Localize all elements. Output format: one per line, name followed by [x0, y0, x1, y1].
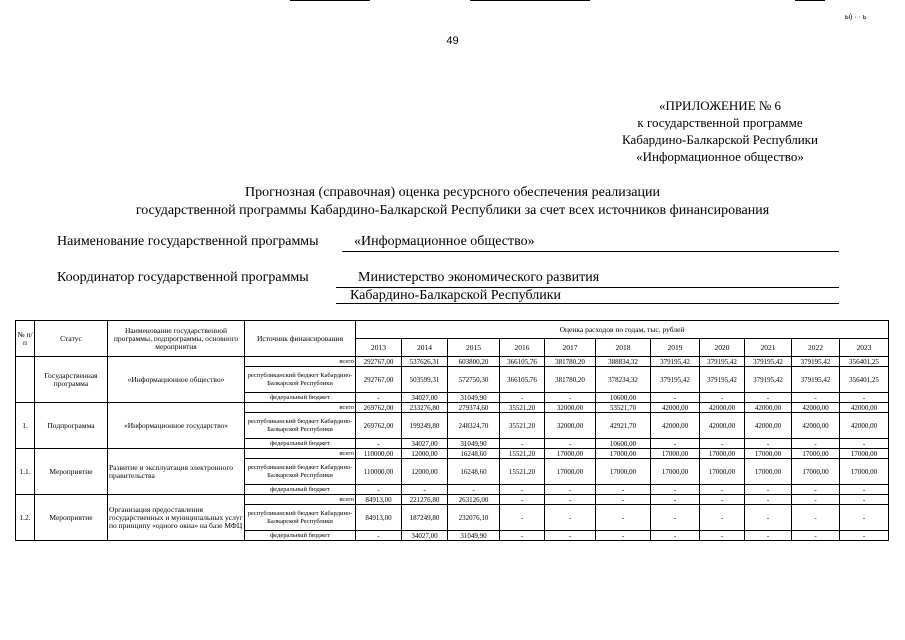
- value-cell: -: [840, 531, 889, 541]
- funding-source: всего: [245, 449, 356, 459]
- value-cell: -: [545, 439, 596, 449]
- value-cell: 84913,00: [356, 495, 402, 505]
- value-cell: -: [840, 495, 889, 505]
- value-cell: 42000,00: [651, 403, 700, 413]
- coordinator-text-1: Министерство экономического развития: [358, 270, 600, 285]
- value-cell: 187249,80: [402, 505, 448, 531]
- row-num: 1.2.: [16, 495, 35, 541]
- value-cell: 42000,00: [745, 403, 792, 413]
- value-cell: 199249,80: [402, 413, 448, 439]
- value-cell: 17000,00: [545, 459, 596, 485]
- value-cell: -: [745, 393, 792, 403]
- value-cell: -: [745, 505, 792, 531]
- value-cell: -: [700, 505, 745, 531]
- value-cell: 32000,00: [545, 403, 596, 413]
- value-cell: -: [700, 485, 745, 495]
- value-cell: 379195,42: [651, 357, 700, 367]
- value-cell: 366105,76: [500, 367, 545, 393]
- value-cell: -: [500, 531, 545, 541]
- value-cell: -: [651, 495, 700, 505]
- value-cell: -: [745, 485, 792, 495]
- value-cell: 17000,00: [651, 449, 700, 459]
- value-cell: 10600,00: [596, 439, 651, 449]
- value-cell: -: [792, 505, 840, 531]
- value-cell: -: [500, 485, 545, 495]
- value-cell: -: [745, 439, 792, 449]
- program-name-text: «Информационное общество»: [354, 234, 535, 249]
- value-cell: 17000,00: [596, 449, 651, 459]
- value-cell: 42000,00: [792, 403, 840, 413]
- value-cell: -: [500, 495, 545, 505]
- appendix-line-4: «Информационное общество»: [636, 149, 804, 164]
- value-cell: 42000,00: [700, 413, 745, 439]
- year-header-2021: 2021: [745, 339, 792, 357]
- year-header-2015: 2015: [448, 339, 500, 357]
- table-row: [16, 403, 889, 413]
- value-cell: -: [840, 505, 889, 531]
- value-cell: 17000,00: [545, 449, 596, 459]
- funding-source: всего: [245, 495, 356, 505]
- top-rule: [470, 0, 590, 1]
- header-num: № п/п: [16, 321, 35, 357]
- value-cell: 34027,00: [402, 439, 448, 449]
- value-cell: -: [651, 485, 700, 495]
- value-cell: 378234,32: [596, 367, 651, 393]
- value-cell: 42000,00: [840, 403, 889, 413]
- row-name: «Информационное государство»: [108, 403, 245, 449]
- value-cell: 16248,60: [448, 449, 500, 459]
- value-cell: -: [651, 393, 700, 403]
- value-cell: -: [596, 485, 651, 495]
- value-cell: -: [651, 531, 700, 541]
- value-cell: 17000,00: [700, 449, 745, 459]
- value-cell: 53521,70: [596, 403, 651, 413]
- top-rule: [795, 0, 825, 1]
- year-header-2019: 2019: [651, 339, 700, 357]
- value-cell: 42000,00: [700, 403, 745, 413]
- row-name: «Информационное общество»: [108, 357, 245, 403]
- value-cell: 16248,60: [448, 459, 500, 485]
- program-name-value: [342, 234, 839, 252]
- value-cell: -: [356, 531, 402, 541]
- value-cell: 379195,42: [745, 357, 792, 367]
- value-cell: 503599,31: [402, 367, 448, 393]
- value-cell: 31049,90: [448, 531, 500, 541]
- value-cell: 379195,42: [745, 367, 792, 393]
- value-cell: 379195,42: [651, 367, 700, 393]
- funding-source: республиканский бюджет Кабардино-Балкарской Республики: [245, 367, 356, 393]
- header-source: Источник финансирования: [245, 321, 356, 357]
- budget-table: [15, 320, 889, 541]
- value-cell: 381780,20: [545, 357, 596, 367]
- value-cell: 388834,32: [596, 357, 651, 367]
- value-cell: -: [792, 495, 840, 505]
- funding-source: всего: [245, 357, 356, 367]
- value-cell: 10600,00: [596, 393, 651, 403]
- value-cell: -: [500, 439, 545, 449]
- value-cell: -: [840, 393, 889, 403]
- program-name-label: Наименование государственной программы: [57, 234, 319, 249]
- value-cell: 34027,00: [402, 531, 448, 541]
- header-name: Наименование государственной программы, подпрограммы, основного мероприятия: [108, 321, 245, 357]
- table-body: [16, 357, 889, 541]
- year-header-2013: 2013: [356, 339, 402, 357]
- value-cell: 42000,00: [840, 413, 889, 439]
- value-cell: 356401,25: [840, 357, 889, 367]
- value-cell: 292767,00: [356, 357, 402, 367]
- value-cell: -: [745, 531, 792, 541]
- row-status: Государственная программа: [35, 357, 108, 403]
- funding-source: федеральный бюджет: [245, 393, 356, 403]
- value-cell: 381780,20: [545, 367, 596, 393]
- funding-source: республиканский бюджет Кабардино-Балкарской Республики: [245, 505, 356, 531]
- year-header-2020: 2020: [700, 339, 745, 357]
- year-header-2014: 2014: [402, 339, 448, 357]
- value-cell: -: [500, 393, 545, 403]
- value-cell: 248324,70: [448, 413, 500, 439]
- value-cell: 32000,00: [545, 413, 596, 439]
- value-cell: 263126,00: [448, 495, 500, 505]
- value-cell: 379195,42: [792, 367, 840, 393]
- value-cell: -: [792, 531, 840, 541]
- value-cell: 269762,00: [356, 403, 402, 413]
- value-cell: 537626,31: [402, 357, 448, 367]
- document-title-line-1: Прогнозная (справочная) оценка ресурсного обеспечения реализации: [245, 185, 660, 200]
- value-cell: -: [596, 531, 651, 541]
- table-row: [16, 495, 889, 505]
- coordinator-text-2: Кабардино-Балкарской Республики: [350, 288, 561, 303]
- year-header-2023: 2023: [840, 339, 889, 357]
- value-cell: 17000,00: [840, 449, 889, 459]
- value-cell: -: [545, 495, 596, 505]
- header-estimate: Оценка расходов по годам, тыс. рублей: [356, 321, 889, 339]
- value-cell: 42000,00: [651, 413, 700, 439]
- value-cell: 379195,42: [792, 357, 840, 367]
- value-cell: 12000,00: [402, 459, 448, 485]
- document-title-line-2: государственной программы Кабардино-Балкарской Республики за счет всех источников финансирования: [135, 203, 770, 218]
- value-cell: -: [596, 505, 651, 531]
- funding-source: всего: [245, 403, 356, 413]
- value-cell: -: [545, 485, 596, 495]
- value-cell: 379195,42: [700, 357, 745, 367]
- value-cell: 17000,00: [651, 459, 700, 485]
- funding-source: республиканский бюджет Кабардино-Балкарской Республики: [245, 459, 356, 485]
- value-cell: -: [651, 505, 700, 531]
- value-cell: 15521,20: [500, 459, 545, 485]
- value-cell: -: [840, 439, 889, 449]
- row-name: Организация предоставления государственных и муниципальных услуг по принципу «одного окна» на базе МФЦ: [108, 495, 245, 541]
- table-row: [16, 449, 889, 459]
- row-num: 1.1.: [16, 449, 35, 495]
- row-status: Мероприятие: [35, 495, 108, 541]
- value-cell: -: [700, 495, 745, 505]
- year-header-2022: 2022: [792, 339, 840, 357]
- value-cell: 269762,00: [356, 413, 402, 439]
- value-cell: -: [356, 393, 402, 403]
- appendix-line-2: к государственной программе: [637, 115, 803, 130]
- row-status: Подпрограмма: [35, 403, 108, 449]
- table-row: [16, 357, 889, 367]
- value-cell: 233276,80: [402, 403, 448, 413]
- year-header-2017: 2017: [545, 339, 596, 357]
- value-cell: 35521,20: [500, 413, 545, 439]
- value-cell: 110000,00: [356, 449, 402, 459]
- value-cell: -: [596, 495, 651, 505]
- value-cell: 34027,00: [402, 393, 448, 403]
- value-cell: -: [402, 485, 448, 495]
- value-cell: 17000,00: [745, 459, 792, 485]
- value-cell: -: [448, 485, 500, 495]
- value-cell: 603800,20: [448, 357, 500, 367]
- value-cell: -: [745, 495, 792, 505]
- value-cell: 17000,00: [792, 459, 840, 485]
- value-cell: -: [792, 485, 840, 495]
- value-cell: -: [792, 439, 840, 449]
- value-cell: 232076,10: [448, 505, 500, 531]
- value-cell: 42000,00: [745, 413, 792, 439]
- row-status: Мероприятие: [35, 449, 108, 495]
- value-cell: -: [356, 485, 402, 495]
- value-cell: 31049,90: [448, 393, 500, 403]
- value-cell: -: [700, 531, 745, 541]
- value-cell: -: [651, 439, 700, 449]
- value-cell: -: [792, 393, 840, 403]
- value-cell: 279374,60: [448, 403, 500, 413]
- value-cell: 110000,00: [356, 459, 402, 485]
- row-num: [16, 357, 35, 403]
- value-cell: 17000,00: [792, 449, 840, 459]
- coordinator-value-line-1: [336, 270, 839, 288]
- row-num: 1.: [16, 403, 35, 449]
- year-header-2016: 2016: [500, 339, 545, 357]
- value-cell: -: [840, 485, 889, 495]
- value-cell: -: [545, 531, 596, 541]
- value-cell: -: [700, 439, 745, 449]
- header-status: Статус: [35, 321, 108, 357]
- value-cell: 17000,00: [700, 459, 745, 485]
- value-cell: 292767,00: [356, 367, 402, 393]
- value-cell: 15521,20: [500, 449, 545, 459]
- funding-source: федеральный бюджет: [245, 439, 356, 449]
- coordinator-value-line-2: [336, 288, 839, 304]
- funding-source: республиканский бюджет Кабардино-Балкарской Республики: [245, 413, 356, 439]
- value-cell: 356401,25: [840, 367, 889, 393]
- value-cell: 366105,76: [500, 357, 545, 367]
- funding-source: федеральный бюджет: [245, 485, 356, 495]
- corner-mark: ы) · · ь: [845, 14, 867, 21]
- value-cell: 221276,80: [402, 495, 448, 505]
- appendix-line-1: «ПРИЛОЖЕНИЕ № 6: [658, 98, 782, 113]
- value-cell: 31049,90: [448, 439, 500, 449]
- value-cell: 35521,20: [500, 403, 545, 413]
- value-cell: 84913,00: [356, 505, 402, 531]
- value-cell: 17000,00: [840, 459, 889, 485]
- value-cell: 12000,00: [402, 449, 448, 459]
- value-cell: -: [700, 393, 745, 403]
- year-header-2018: 2018: [596, 339, 651, 357]
- value-cell: -: [545, 393, 596, 403]
- coordinator-label: Координатор государственной программы: [57, 270, 309, 285]
- value-cell: -: [545, 505, 596, 531]
- value-cell: -: [356, 439, 402, 449]
- value-cell: 572750,30: [448, 367, 500, 393]
- funding-source: федеральный бюджет: [245, 531, 356, 541]
- value-cell: 17000,00: [745, 449, 792, 459]
- row-name: Развитие и эксплуатация электронного правительства: [108, 449, 245, 495]
- value-cell: -: [500, 505, 545, 531]
- value-cell: 42921,70: [596, 413, 651, 439]
- value-cell: 17000,00: [596, 459, 651, 485]
- value-cell: 42000,00: [792, 413, 840, 439]
- value-cell: 379195,42: [700, 367, 745, 393]
- page-number: 49: [446, 35, 459, 47]
- top-rule: [290, 0, 370, 1]
- appendix-line-3: Кабардино-Балкарской Республики: [622, 132, 818, 147]
